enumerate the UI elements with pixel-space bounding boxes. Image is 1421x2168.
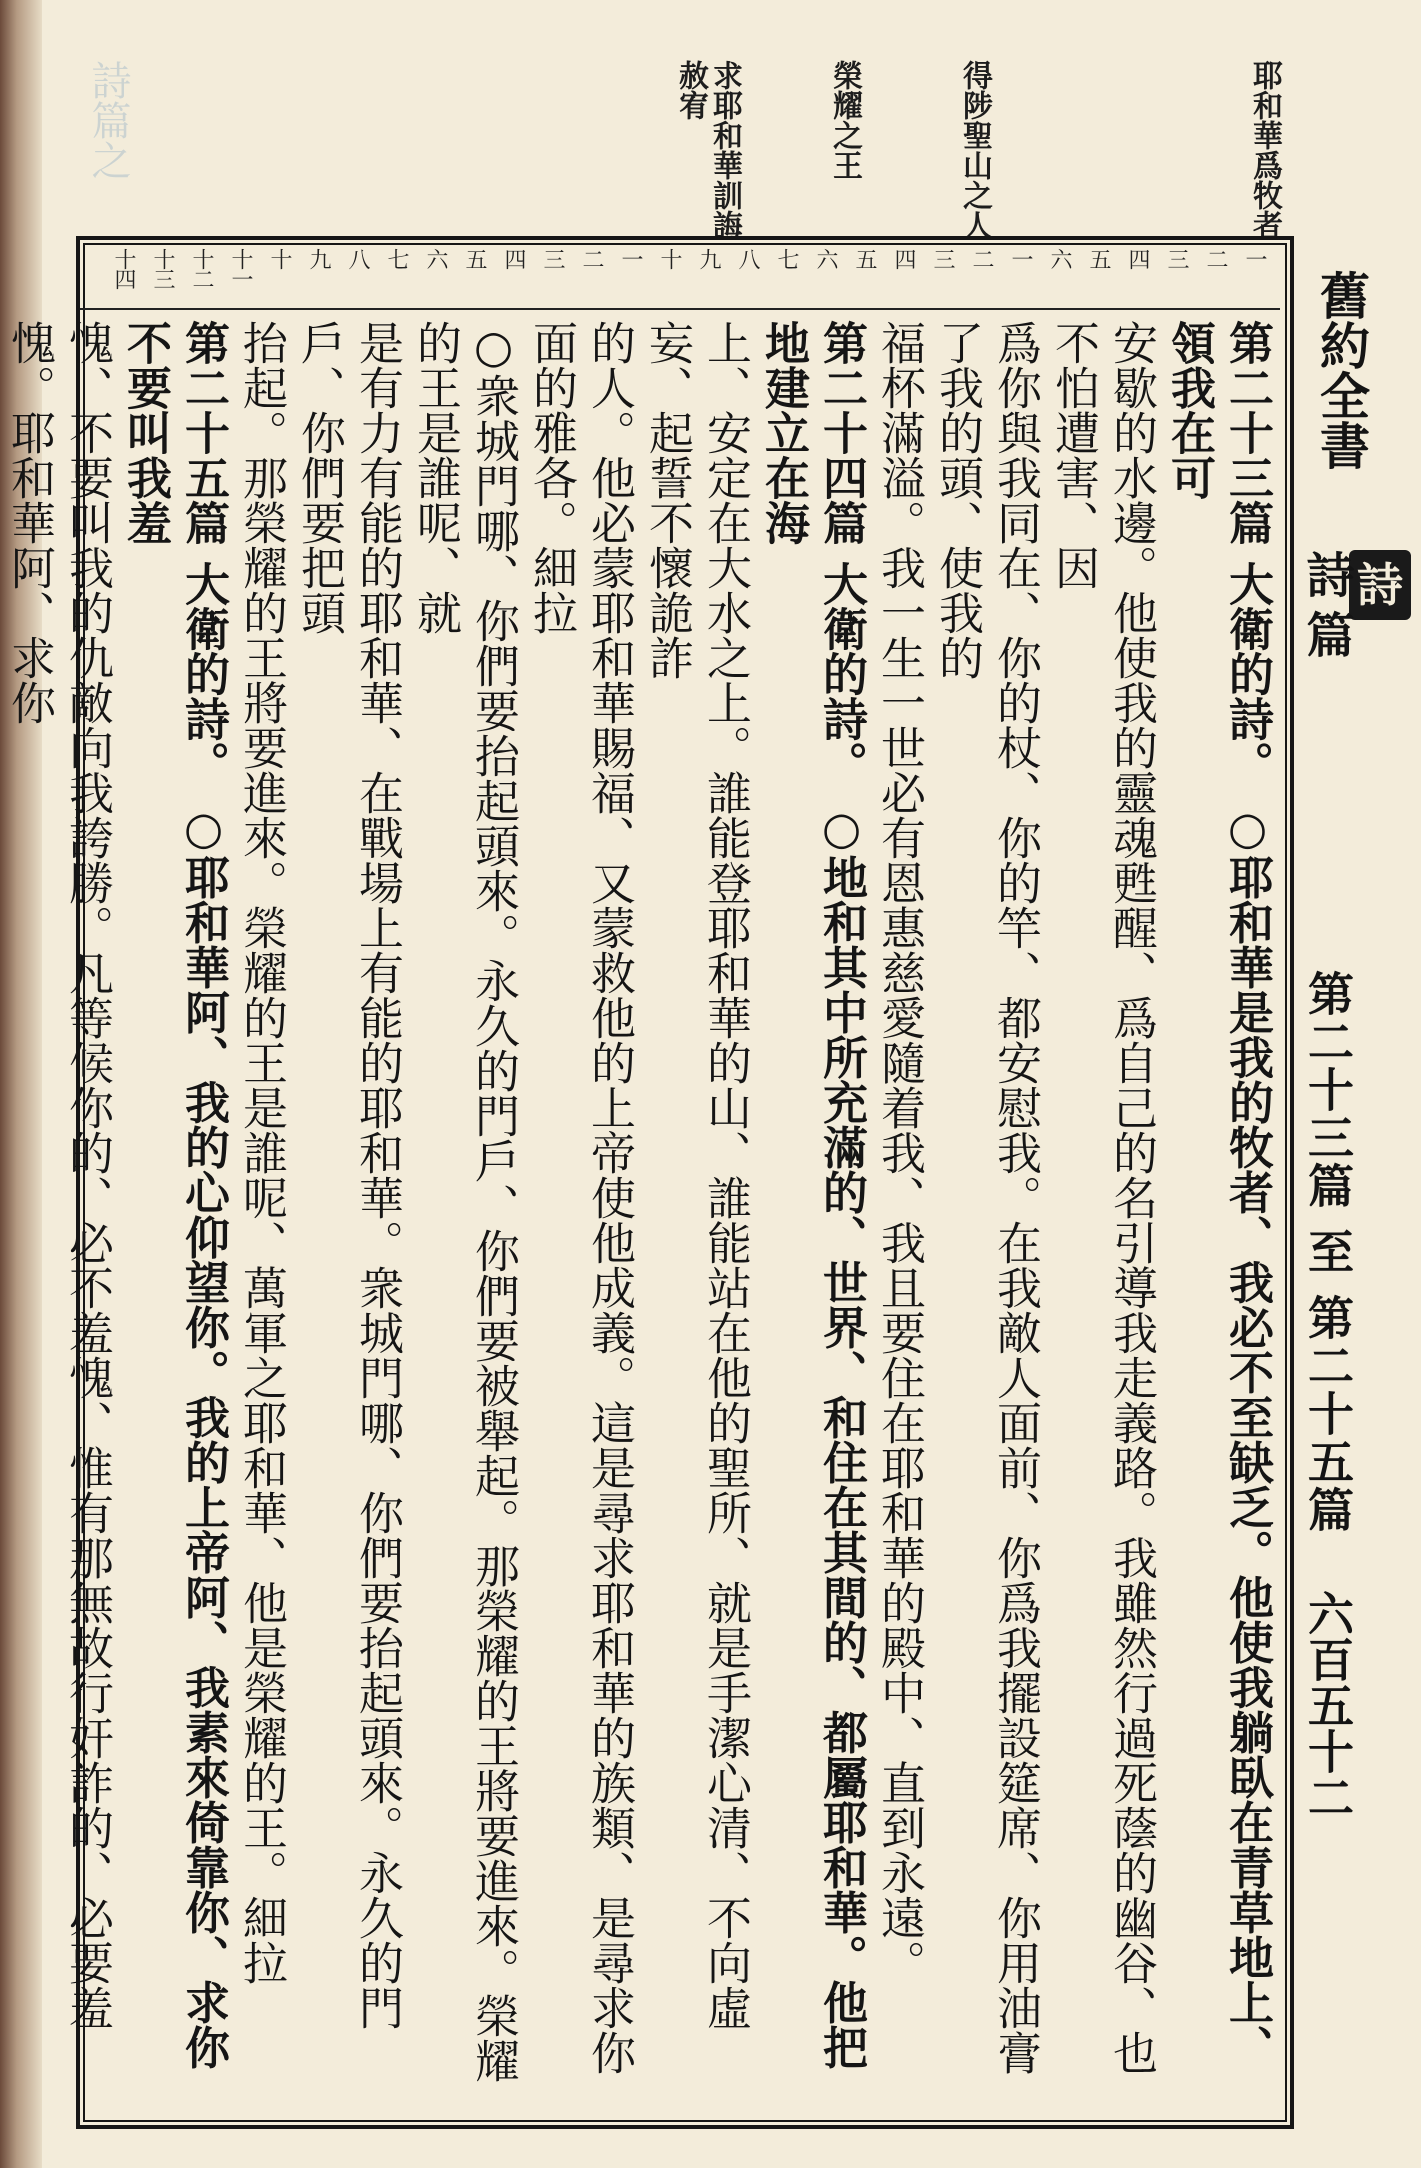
verse-number: 十二	[189, 248, 214, 288]
verse-number: 四	[891, 248, 916, 268]
text-column: 愧、不要叫我的仇敵向我誇勝。凡等候你的、必不羞愧、惟有那無故行奸詐的、必要羞愧。耶和華阿、求你	[3, 320, 114, 2030]
margin-note: 榮耀之王	[827, 60, 862, 180]
verse-number: 三	[1164, 248, 1189, 268]
running-head	[1298, 250, 1403, 2150]
text-column: 爲你與我同在、你的杖、你的竿、都安慰我。在我敵人面前、你爲我擺設筵席、你用油膏了我的頭、使我的	[931, 320, 1042, 2075]
text-column: 福杯滿溢。我一生一世必有恩惠慈愛隨着我、我且要住在耶和華的殿中、直到永遠。	[873, 320, 926, 1985]
verse-number: 一	[1242, 248, 1267, 268]
verse-number: 五	[852, 248, 877, 268]
text-column: 安歇的水邊。他使我的靈魂甦醒、爲自己的名引導我走義路。我雖然行過死蔭的幽谷、也不怕遭害、因	[1047, 320, 1158, 2075]
verse-number: 十	[267, 248, 292, 268]
verse-number: 九	[306, 248, 331, 268]
verse-number: 一	[1008, 248, 1033, 268]
verse-number: 一	[618, 248, 643, 268]
verse-number: 五	[462, 248, 487, 268]
text-column: 第二十五篇 大衛的詩。 ○耶和華阿、我的心仰望你。我的上帝阿、我素來倚靠你、求你不要叫我羞	[119, 320, 230, 2070]
chapter-range: 第二十三篇 至 第二十五篇	[1301, 970, 1355, 1535]
verse-number: 二	[579, 248, 604, 268]
margin-note: 得陟聖山之人	[957, 60, 992, 240]
verse-number: 八	[345, 248, 370, 268]
margin-note: 求耶和華訓誨赦宥	[673, 60, 742, 240]
bleed-through: 詩篇之	[85, 60, 131, 180]
book-title: 舊約全書	[1312, 270, 1371, 470]
verse-number: 六	[1047, 248, 1072, 268]
verse-number: 九	[696, 248, 721, 268]
text-column: ○衆城門哪、你們要抬起頭來。永久的門戶、你們要被舉起。那榮耀的王將要進來。榮耀的王是誰呢、就	[409, 320, 520, 2083]
section-name: 詩	[1298, 550, 1354, 598]
verse-number: 四	[1125, 248, 1150, 268]
scripture-body	[3, 320, 1276, 2110]
margin-note: 耶和華爲牧者	[1247, 60, 1282, 240]
verse-number: 六	[423, 248, 448, 268]
verse-number: 十一	[228, 248, 253, 288]
verse-number: 二	[969, 248, 994, 268]
text-column: 抬起。那榮耀的王將要進來。榮耀的王是誰呢、萬軍之耶和華、他是榮耀的王。細拉	[235, 320, 288, 1985]
text-column: 的人。他必蒙耶和華賜福、又蒙救他的上帝使他成義。這是尋求耶和華的族類、是尋求你面的雅各。細拉	[525, 320, 636, 2075]
verse-number: 五	[1086, 248, 1111, 268]
text-column: 第二十三篇 大衛的詩。 ○耶和華是我的牧者、我必不至缺乏。他使我躺臥在青草地上、領我在可	[1163, 320, 1274, 2070]
verse-number-strip	[80, 244, 1280, 310]
verse-number: 三	[930, 248, 955, 268]
verse-number: 十三	[150, 248, 175, 288]
verse-number: 七	[774, 248, 799, 268]
verse-number: 十四	[111, 248, 136, 288]
verse-number: 七	[384, 248, 409, 268]
margin-notes	[673, 60, 1282, 240]
verse-number: 十	[657, 248, 682, 268]
verse-number: 八	[735, 248, 760, 268]
page-number: 六百五十二	[1301, 1590, 1355, 1820]
text-column: 第二十四篇 大衛的詩。 ○地和其中所充滿的、世界、和住在其間的、都屬耶和華。他把地建立在海	[757, 320, 868, 2070]
verse-number: 二	[1203, 248, 1228, 268]
text-column: 上、安定在大水之上。誰能登耶和華的山、誰能站在他的聖所、就是手潔心清、不向虛妄、起誓不懷詭詐	[641, 320, 752, 2030]
section-tab-label: 詩	[1357, 558, 1403, 612]
verse-number: 三	[540, 248, 565, 268]
verse-number: 四	[501, 248, 526, 268]
text-column: 是有力有能的耶和華、在戰場上有能的耶和華。衆城門哪、你們要抬起頭來。永久的門戶、你們要把頭	[293, 320, 404, 2030]
section-name-2: 篇	[1298, 610, 1354, 658]
verse-number: 六	[813, 248, 838, 268]
